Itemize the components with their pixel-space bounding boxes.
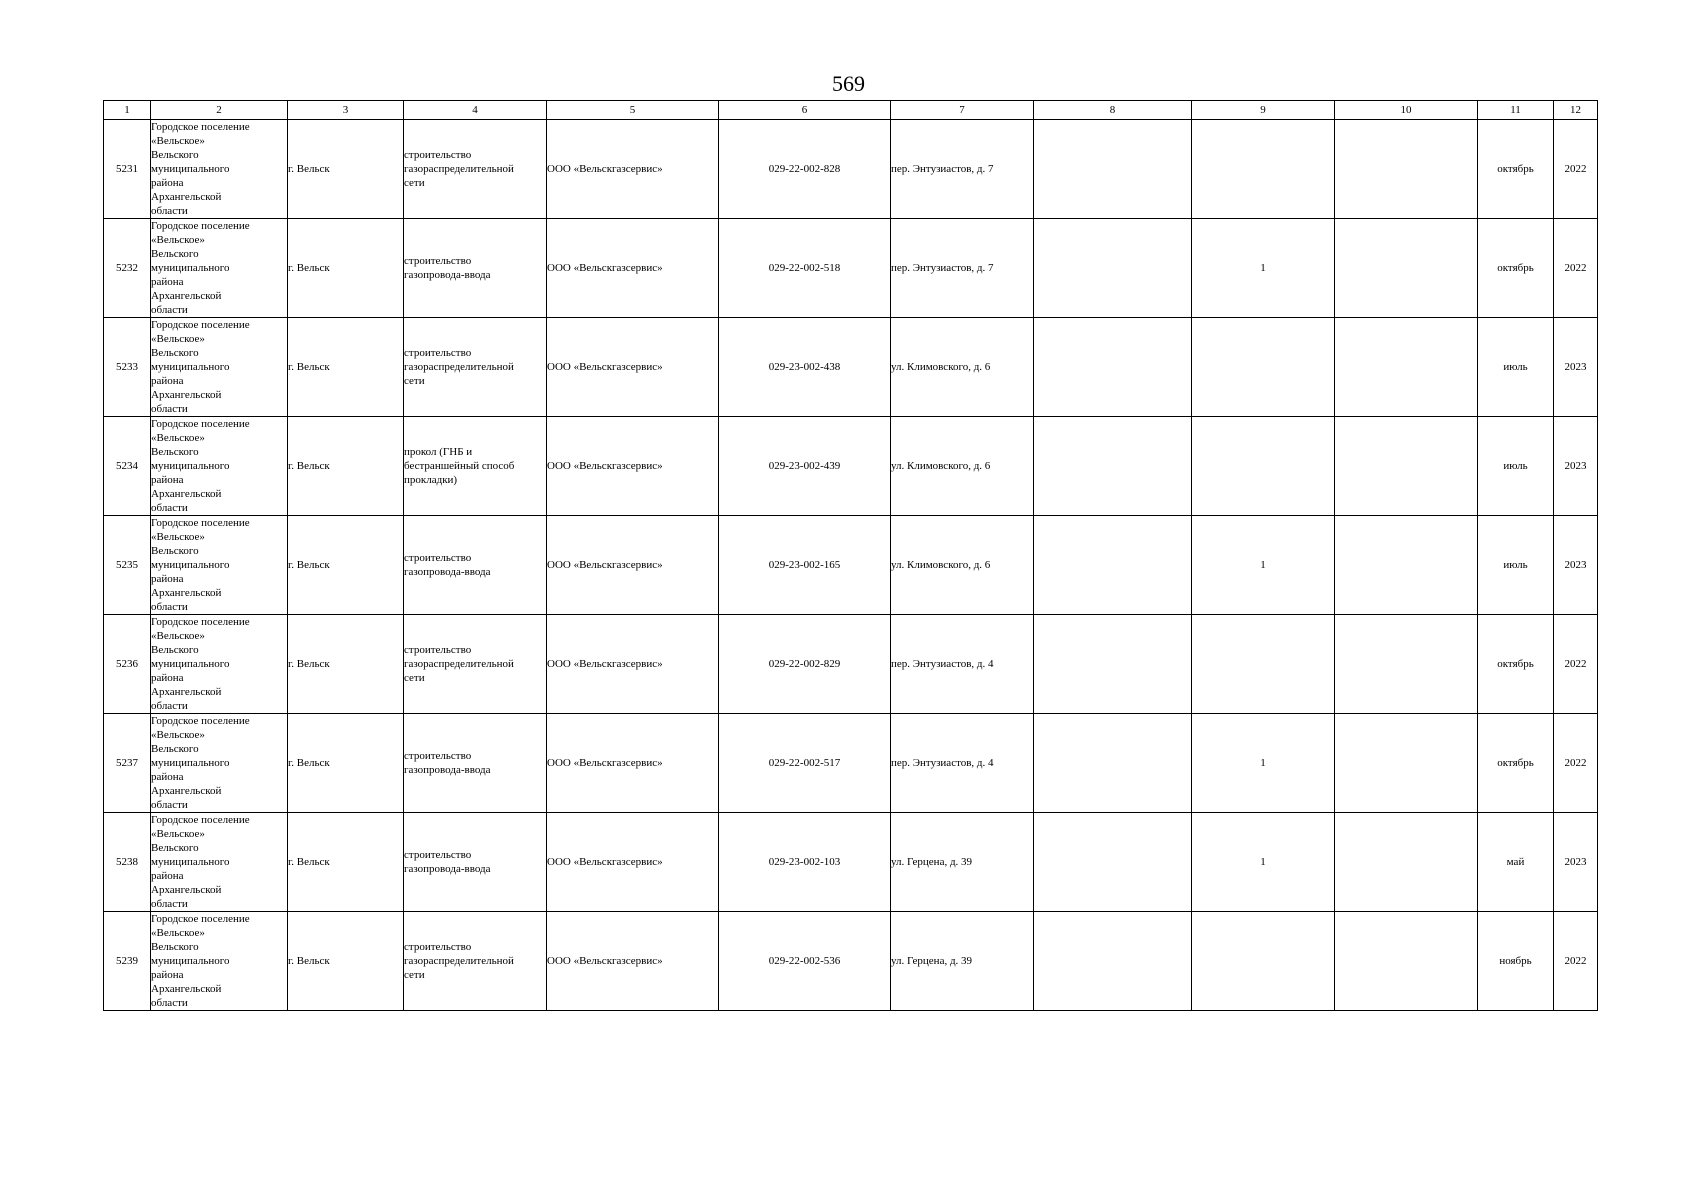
column-header: 2	[151, 101, 288, 120]
locality-cell: г. Вельск	[288, 813, 404, 912]
settlement-text: Городское поселение «Вельское» Вельского муниципального района Архангельской области	[151, 220, 250, 316]
work-cell	[404, 219, 547, 318]
settlement-cell	[151, 714, 288, 813]
locality-cell: г. Вельск	[288, 417, 404, 516]
month-cell: октябрь	[1478, 714, 1554, 813]
work-text: строительство газораспределительной сети	[404, 644, 514, 684]
address-cell: пер. Энтузиастов, д. 7	[891, 219, 1034, 318]
table-row	[104, 318, 1598, 417]
year-cell: 2023	[1554, 318, 1598, 417]
organization-cell: ООО «Вельскгазсервис»	[547, 912, 719, 1011]
col9-cell	[1192, 615, 1335, 714]
col10-cell	[1335, 219, 1478, 318]
col8-cell	[1034, 318, 1192, 417]
settlement-cell	[151, 318, 288, 417]
year-cell: 2023	[1554, 417, 1598, 516]
month-cell: июль	[1478, 516, 1554, 615]
month-cell: июль	[1478, 417, 1554, 516]
col10-cell	[1335, 714, 1478, 813]
work-text: строительство газораспределительной сети	[404, 941, 514, 981]
row-number: 5233	[104, 318, 151, 417]
table-row	[104, 714, 1598, 813]
work-text: строительство газопровода-ввода	[404, 750, 491, 776]
organization-cell: ООО «Вельскгазсервис»	[547, 219, 719, 318]
work-cell	[404, 318, 547, 417]
address-cell: ул. Климовского, д. 6	[891, 516, 1034, 615]
work-text: строительство газопровода-ввода	[404, 849, 491, 875]
col9-cell	[1192, 417, 1335, 516]
work-text: прокол (ГНБ и бестраншейный способ прокладки)	[404, 446, 515, 486]
settlement-text: Городское поселение «Вельское» Вельского муниципального района Архангельской области	[151, 418, 250, 514]
col8-cell	[1034, 219, 1192, 318]
column-header: 1	[104, 101, 151, 120]
code-cell: 029-23-002-165	[719, 516, 891, 615]
code-cell: 029-22-002-828	[719, 120, 891, 219]
settlement-cell	[151, 516, 288, 615]
organization-cell: ООО «Вельскгазсервис»	[547, 615, 719, 714]
row-number: 5232	[104, 219, 151, 318]
address-cell: пер. Энтузиастов, д. 7	[891, 120, 1034, 219]
settlement-text: Городское поселение «Вельское» Вельского муниципального района Архангельской области	[151, 517, 250, 613]
settlement-text: Городское поселение «Вельское» Вельского муниципального района Архангельской области	[151, 913, 250, 1009]
settlement-text: Городское поселение «Вельское» Вельского муниципального района Архангельской области	[151, 814, 250, 910]
organization-cell: ООО «Вельскгазсервис»	[547, 813, 719, 912]
year-cell: 2022	[1554, 219, 1598, 318]
col9-cell: 1	[1192, 714, 1335, 813]
address-cell: пер. Энтузиастов, д. 4	[891, 714, 1034, 813]
year-cell: 2022	[1554, 714, 1598, 813]
col8-cell	[1034, 714, 1192, 813]
register-table	[103, 100, 1598, 1011]
col9-cell: 1	[1192, 813, 1335, 912]
work-cell	[404, 120, 547, 219]
column-header: 7	[891, 101, 1034, 120]
settlement-cell	[151, 120, 288, 219]
col10-cell	[1335, 120, 1478, 219]
work-cell	[404, 417, 547, 516]
address-cell: ул. Герцена, д. 39	[891, 912, 1034, 1011]
code-cell: 029-22-002-517	[719, 714, 891, 813]
year-cell: 2022	[1554, 615, 1598, 714]
organization-cell: ООО «Вельскгазсервис»	[547, 318, 719, 417]
settlement-text: Городское поселение «Вельское» Вельского муниципального района Архангельской области	[151, 319, 250, 415]
page-number: 569	[832, 71, 865, 96]
col8-cell	[1034, 516, 1192, 615]
month-cell: июль	[1478, 318, 1554, 417]
column-header: 12	[1554, 101, 1598, 120]
table-row	[104, 516, 1598, 615]
col8-cell	[1034, 813, 1192, 912]
locality-cell: г. Вельск	[288, 120, 404, 219]
col8-cell	[1034, 120, 1192, 219]
column-header: 5	[547, 101, 719, 120]
table-row	[104, 417, 1598, 516]
col8-cell	[1034, 912, 1192, 1011]
row-number: 5236	[104, 615, 151, 714]
col9-cell: 1	[1192, 219, 1335, 318]
work-cell	[404, 714, 547, 813]
col8-cell	[1034, 417, 1192, 516]
col9-cell	[1192, 120, 1335, 219]
address-cell: пер. Энтузиастов, д. 4	[891, 615, 1034, 714]
settlement-text: Городское поселение «Вельское» Вельского муниципального района Архангельской области	[151, 715, 250, 811]
row-number: 5234	[104, 417, 151, 516]
month-cell: октябрь	[1478, 219, 1554, 318]
work-text: строительство газопровода-ввода	[404, 552, 491, 578]
col10-cell	[1335, 516, 1478, 615]
col9-cell	[1192, 912, 1335, 1011]
year-cell: 2023	[1554, 516, 1598, 615]
month-cell: май	[1478, 813, 1554, 912]
settlement-text: Городское поселение «Вельское» Вельского муниципального района Архангельской области	[151, 121, 250, 217]
settlement-text: Городское поселение «Вельское» Вельского муниципального района Архангельской области	[151, 616, 250, 712]
work-text: строительство газораспределительной сети	[404, 347, 514, 387]
code-cell: 029-23-002-103	[719, 813, 891, 912]
column-header: 9	[1192, 101, 1335, 120]
col8-cell	[1034, 615, 1192, 714]
col9-cell	[1192, 318, 1335, 417]
column-header: 4	[404, 101, 547, 120]
locality-cell: г. Вельск	[288, 516, 404, 615]
col10-cell	[1335, 813, 1478, 912]
address-cell: ул. Герцена, д. 39	[891, 813, 1034, 912]
column-header: 8	[1034, 101, 1192, 120]
year-cell: 2023	[1554, 813, 1598, 912]
organization-cell: ООО «Вельскгазсервис»	[547, 714, 719, 813]
locality-cell: г. Вельск	[288, 615, 404, 714]
month-cell: ноябрь	[1478, 912, 1554, 1011]
code-cell: 029-23-002-439	[719, 417, 891, 516]
work-cell	[404, 912, 547, 1011]
settlement-cell	[151, 615, 288, 714]
settlement-cell	[151, 417, 288, 516]
column-header: 10	[1335, 101, 1478, 120]
work-text: строительство газораспределительной сети	[404, 149, 514, 189]
column-header: 3	[288, 101, 404, 120]
settlement-cell	[151, 912, 288, 1011]
table-row	[104, 219, 1598, 318]
organization-cell: ООО «Вельскгазсервис»	[547, 120, 719, 219]
code-cell: 029-22-002-829	[719, 615, 891, 714]
col10-cell	[1335, 615, 1478, 714]
row-number: 5231	[104, 120, 151, 219]
table-row	[104, 615, 1598, 714]
table-row	[104, 120, 1598, 219]
year-cell: 2022	[1554, 912, 1598, 1011]
year-cell: 2022	[1554, 120, 1598, 219]
code-cell: 029-22-002-536	[719, 912, 891, 1011]
col9-cell: 1	[1192, 516, 1335, 615]
col10-cell	[1335, 318, 1478, 417]
organization-cell: ООО «Вельскгазсервис»	[547, 417, 719, 516]
column-header: 6	[719, 101, 891, 120]
organization-cell: ООО «Вельскгазсервис»	[547, 516, 719, 615]
locality-cell: г. Вельск	[288, 912, 404, 1011]
table-row	[104, 912, 1598, 1011]
row-number: 5238	[104, 813, 151, 912]
address-cell: ул. Климовского, д. 6	[891, 417, 1034, 516]
table-row	[104, 813, 1598, 912]
month-cell: октябрь	[1478, 615, 1554, 714]
col10-cell	[1335, 417, 1478, 516]
settlement-cell	[151, 219, 288, 318]
month-cell: октябрь	[1478, 120, 1554, 219]
locality-cell: г. Вельск	[288, 219, 404, 318]
address-cell: ул. Климовского, д. 6	[891, 318, 1034, 417]
work-cell	[404, 813, 547, 912]
row-number: 5235	[104, 516, 151, 615]
header-row	[104, 101, 1598, 120]
column-header: 11	[1478, 101, 1554, 120]
code-cell: 029-23-002-438	[719, 318, 891, 417]
work-cell	[404, 516, 547, 615]
locality-cell: г. Вельск	[288, 318, 404, 417]
row-number: 5237	[104, 714, 151, 813]
col10-cell	[1335, 912, 1478, 1011]
row-number: 5239	[104, 912, 151, 1011]
work-cell	[404, 615, 547, 714]
code-cell: 029-22-002-518	[719, 219, 891, 318]
settlement-cell	[151, 813, 288, 912]
work-text: строительство газопровода-ввода	[404, 255, 491, 281]
locality-cell: г. Вельск	[288, 714, 404, 813]
